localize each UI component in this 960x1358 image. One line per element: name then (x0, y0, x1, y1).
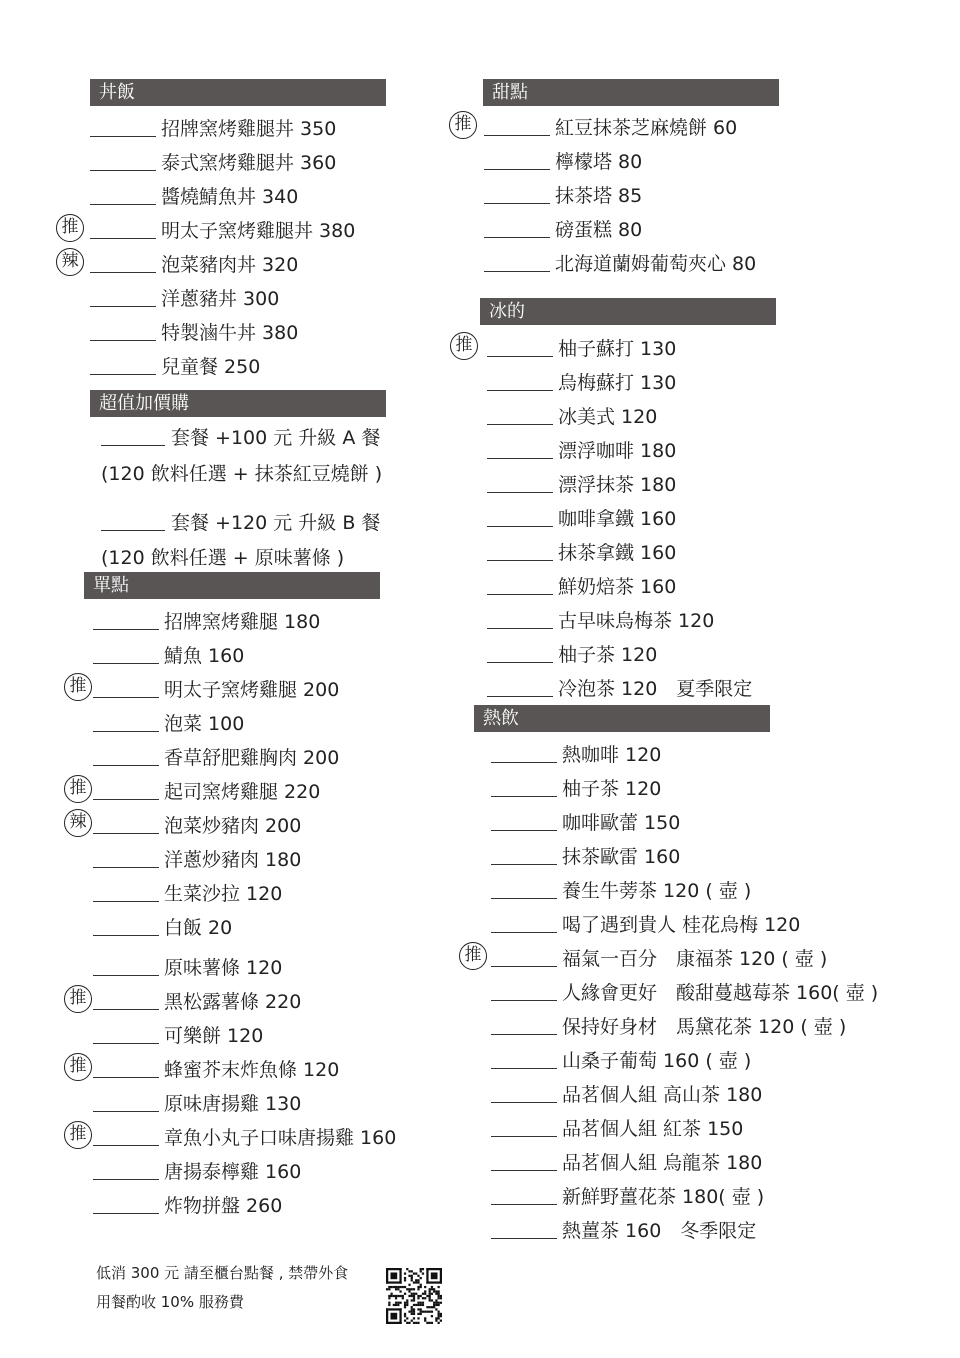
menu-item-label: 古早味烏梅茶 120 (558, 610, 715, 632)
quantity-blank[interactable] (491, 1068, 557, 1069)
quantity-blank[interactable] (90, 238, 156, 239)
menu-item[interactable] (93, 743, 473, 773)
menu-item[interactable] (69, 987, 473, 1017)
menu-item[interactable] (491, 808, 871, 838)
spicy-badge: 辣 (64, 809, 92, 837)
quantity-blank[interactable] (491, 864, 557, 865)
menu-item[interactable] (69, 675, 473, 705)
menu-item[interactable] (487, 538, 867, 568)
addon-option-label: 套餐 +100 元 升級 A 餐 (171, 427, 381, 449)
menu-item[interactable] (491, 740, 871, 770)
menu-item-label: 特製滷牛丼 380 (161, 322, 299, 344)
menu-item-label: 抹茶拿鐵 160 (558, 542, 677, 564)
menu-item-label: 紅豆抹茶芝麻燒餅 60 (555, 117, 738, 139)
quantity-blank[interactable] (101, 530, 165, 531)
recommended-badge: 推 (450, 332, 478, 360)
menu-item[interactable] (93, 641, 473, 671)
menu-item-label: 柚子蘇打 130 (558, 338, 677, 360)
menu-item-label: 檸檬塔 80 (555, 151, 643, 173)
menu-item-label: 白飯 20 (164, 917, 233, 939)
menu-item-label: 柚子茶 120 (562, 778, 662, 800)
menu-item-label: 山桑子葡萄 160 ( 壺 ) (562, 1050, 752, 1072)
menu-item-label: 冷泡茶 120 夏季限定 (558, 678, 753, 700)
menu-item[interactable] (454, 113, 864, 143)
menu-item[interactable] (93, 709, 473, 739)
menu-item-label: 喝了遇到貴人 桂花烏梅 120 (562, 914, 801, 936)
menu-item-label: 泰式窯烤雞腿丼 360 (161, 152, 337, 174)
quantity-blank[interactable] (491, 1102, 557, 1103)
menu-item[interactable] (69, 1055, 473, 1085)
menu-item-label: 泡菜豬肉丼 320 (161, 254, 299, 276)
menu-item-label: 柚子茶 120 (558, 644, 658, 666)
addon-option-desc: (120 飲料任選 + 原味薯條 ) (101, 547, 345, 569)
menu-item[interactable] (491, 910, 871, 940)
menu-item[interactable] (491, 1114, 871, 1144)
quantity-blank[interactable] (484, 237, 550, 238)
quantity-blank[interactable] (487, 458, 553, 459)
menu-item-label: 泡菜 100 (164, 713, 245, 735)
quantity-blank[interactable] (491, 762, 557, 763)
quantity-blank[interactable] (93, 1179, 159, 1180)
quantity-blank[interactable] (90, 374, 156, 375)
menu-item[interactable] (90, 318, 470, 348)
menu-item-label: 品茗個人組 烏龍茶 180 (562, 1152, 763, 1174)
qr-code[interactable] (386, 1268, 442, 1324)
quantity-blank[interactable] (484, 203, 550, 204)
menu-item-label: 新鮮野薑花茶 180( 壺 ) (562, 1186, 765, 1208)
quantity-blank[interactable] (93, 731, 159, 732)
menu-item[interactable] (90, 182, 470, 212)
section-header-cold: 冰的 (480, 298, 776, 325)
menu-item-label: 唐揚泰檸雞 160 (164, 1161, 302, 1183)
menu-item[interactable] (90, 148, 470, 178)
quantity-blank[interactable] (93, 1043, 159, 1044)
section-header-addon: 超值加價購 (90, 390, 386, 417)
quantity-blank[interactable] (93, 1077, 159, 1078)
menu-item[interactable] (491, 774, 871, 804)
quantity-blank[interactable] (491, 1204, 557, 1205)
menu-item[interactable] (90, 114, 470, 144)
quantity-blank[interactable] (491, 1034, 557, 1035)
quantity-blank[interactable] (90, 340, 156, 341)
menu-item-label: 熱薑茶 160 冬季限定 (562, 1220, 757, 1242)
menu-item-label: 泡菜炒豬肉 200 (164, 815, 302, 837)
recommended-badge: 推 (64, 673, 92, 701)
menu-item-label: 原味薯條 120 (164, 957, 283, 979)
quantity-blank[interactable] (93, 663, 159, 664)
menu-item[interactable] (491, 1182, 871, 1212)
menu-item-label: 熱咖啡 120 (562, 744, 662, 766)
menu-item-label: 咖啡拿鐵 160 (558, 508, 677, 530)
quantity-blank[interactable] (93, 833, 159, 834)
menu-item[interactable] (487, 640, 867, 670)
menu-item[interactable] (491, 1012, 871, 1042)
quantity-blank[interactable] (491, 898, 557, 899)
quantity-blank[interactable] (487, 424, 553, 425)
quantity-blank[interactable] (93, 765, 159, 766)
quantity-blank[interactable] (93, 1213, 159, 1214)
quantity-blank[interactable] (90, 306, 156, 307)
quantity-blank[interactable] (93, 697, 159, 698)
quantity-blank[interactable] (491, 932, 557, 933)
quantity-blank[interactable] (487, 390, 553, 391)
quantity-blank[interactable] (90, 204, 156, 205)
quantity-blank[interactable] (484, 169, 550, 170)
quantity-blank[interactable] (93, 1145, 159, 1146)
menu-item-label: 保持好身材 馬黛花茶 120 ( 壺 ) (562, 1016, 847, 1038)
quantity-blank[interactable] (90, 136, 156, 137)
menu-item-label: 醬燒鯖魚丼 340 (161, 186, 299, 208)
quantity-blank[interactable] (93, 1009, 159, 1010)
menu-item[interactable] (484, 249, 864, 279)
menu-item-label: 福氣一百分 康福茶 120 ( 壺 ) (562, 948, 828, 970)
menu-item[interactable] (487, 674, 867, 704)
menu-item-label: 章魚小丸子口味唐揚雞 160 (164, 1127, 397, 1149)
quantity-blank[interactable] (491, 796, 557, 797)
menu-item[interactable] (93, 879, 473, 909)
quantity-blank[interactable] (93, 1111, 159, 1112)
menu-item[interactable] (484, 147, 864, 177)
menu-item[interactable] (491, 842, 871, 872)
menu-item-label: 原味唐揚雞 130 (164, 1093, 302, 1115)
section-header-donburi: 丼飯 (90, 79, 386, 106)
menu-item[interactable] (491, 1148, 871, 1178)
footer-min-charge: 低消 300 元 請至櫃台點餐 , 禁帶外食 (96, 1264, 349, 1282)
menu-item-label: 蜂蜜芥末炸魚條 120 (164, 1059, 340, 1081)
menu-item[interactable] (487, 402, 867, 432)
menu-item-label: 鯖魚 160 (164, 645, 245, 667)
menu-item[interactable] (93, 607, 473, 637)
spicy-badge: 辣 (56, 248, 84, 276)
quantity-blank[interactable] (93, 935, 159, 936)
menu-item-label: 漂浮抹茶 180 (558, 474, 677, 496)
menu-item[interactable] (93, 1191, 473, 1221)
menu-item-label: 明太子窯烤雞腿丼 380 (161, 220, 356, 242)
menu-item[interactable] (93, 1021, 473, 1051)
menu-item-label: 可樂餅 120 (164, 1025, 264, 1047)
menu-item-label: 品茗個人組 紅茶 150 (562, 1118, 744, 1140)
quantity-blank[interactable] (487, 662, 553, 663)
menu-item[interactable] (487, 470, 867, 500)
menu-item-label: 招牌窯烤雞腿 180 (164, 611, 321, 633)
quantity-blank[interactable] (484, 135, 550, 136)
quantity-blank[interactable] (93, 901, 159, 902)
recommended-badge: 推 (64, 1121, 92, 1149)
quantity-blank[interactable] (491, 1136, 557, 1137)
quantity-blank[interactable] (487, 560, 553, 561)
menu-item[interactable] (69, 777, 473, 807)
menu-item[interactable] (484, 181, 864, 211)
menu-item-label: 黑松露薯條 220 (164, 991, 302, 1013)
menu-item[interactable] (69, 811, 473, 841)
menu-item[interactable] (484, 215, 864, 245)
menu-item[interactable] (491, 876, 871, 906)
menu-item-label: 招牌窯烤雞腿丼 350 (161, 118, 337, 140)
recommended-badge: 推 (56, 214, 84, 242)
section-header-hot: 熱飲 (474, 705, 770, 732)
quantity-blank[interactable] (90, 170, 156, 171)
addon-option-b[interactable] (101, 508, 401, 538)
quantity-blank[interactable] (487, 696, 553, 697)
quantity-blank[interactable] (491, 966, 557, 967)
menu-item[interactable] (491, 978, 879, 1008)
menu-item[interactable] (491, 1046, 871, 1076)
quantity-blank[interactable] (487, 492, 553, 493)
quantity-blank[interactable] (487, 526, 553, 527)
quantity-blank[interactable] (491, 1170, 557, 1171)
menu-item[interactable] (61, 216, 470, 246)
menu-item-label: 明太子窯烤雞腿 200 (164, 679, 340, 701)
menu-item-label: 磅蛋糕 80 (555, 219, 643, 241)
menu-item-label: 漂浮咖啡 180 (558, 440, 677, 462)
menu-item[interactable] (90, 284, 470, 314)
menu-item-label: 烏梅蘇打 130 (558, 372, 677, 394)
quantity-blank[interactable] (487, 594, 553, 595)
menu-item-label: 抹茶歐雷 160 (562, 846, 681, 868)
menu-item-label: 生菜沙拉 120 (164, 883, 283, 905)
quantity-blank[interactable] (491, 1000, 557, 1001)
menu-item[interactable] (487, 436, 867, 466)
quantity-blank[interactable] (101, 445, 165, 446)
quantity-blank[interactable] (93, 867, 159, 868)
menu-item-label: 起司窯烤雞腿 220 (164, 781, 321, 803)
menu-item-label: 咖啡歐蕾 150 (562, 812, 681, 834)
quantity-blank[interactable] (90, 272, 156, 273)
section-header-single: 單點 (84, 572, 380, 599)
menu-item[interactable] (487, 504, 867, 534)
section-header-dessert: 甜點 (483, 79, 779, 106)
menu-item[interactable] (455, 334, 867, 364)
menu-item-label: 冰美式 120 (558, 406, 658, 428)
recommended-badge: 推 (449, 111, 477, 139)
recommended-badge: 推 (64, 775, 92, 803)
menu-item-label: 鮮奶焙茶 160 (558, 576, 677, 598)
menu-item[interactable] (487, 572, 867, 602)
menu-item-label: 抹茶塔 85 (555, 185, 643, 207)
menu-item[interactable] (69, 1123, 473, 1153)
menu-item-label: 洋蔥豬丼 300 (161, 288, 280, 310)
addon-option-desc: (120 飲料任選 + 抹茶紅豆燒餅 ) (101, 463, 383, 485)
menu-item-label: 養生牛蒡茶 120 ( 壺 ) (562, 880, 752, 902)
menu-item-label: 兒童餐 250 (161, 356, 261, 378)
quantity-blank[interactable] (93, 629, 159, 630)
addon-option-a[interactable] (101, 423, 401, 453)
menu-item[interactable] (491, 1216, 871, 1246)
menu-item-label: 炸物拼盤 260 (164, 1195, 283, 1217)
menu-item[interactable] (93, 1157, 473, 1187)
menu-item-label: 人緣會更好 酸甜蔓越莓茶 160( 壺 ) (562, 982, 879, 1004)
recommended-badge: 推 (64, 1053, 92, 1081)
menu-item[interactable] (93, 913, 473, 943)
menu-item[interactable] (487, 606, 867, 636)
menu-item[interactable] (61, 250, 470, 280)
quantity-blank[interactable] (487, 356, 553, 357)
quantity-blank[interactable] (484, 271, 550, 272)
quantity-blank[interactable] (487, 628, 553, 629)
menu-item[interactable] (90, 352, 470, 382)
menu-item[interactable] (93, 1089, 473, 1119)
menu-item-label: 北海道蘭姆葡萄夾心 80 (555, 253, 757, 275)
quantity-blank[interactable] (491, 830, 557, 831)
quantity-blank[interactable] (93, 799, 159, 800)
menu-item-label: 香草舒肥雞胸肉 200 (164, 747, 340, 769)
menu-item[interactable] (491, 1080, 871, 1110)
menu-item[interactable] (93, 845, 473, 875)
menu-item-label: 品茗個人組 高山茶 180 (562, 1084, 763, 1106)
addon-option-label: 套餐 +120 元 升級 B 餐 (171, 512, 381, 534)
recommended-badge: 推 (459, 942, 487, 970)
recommended-badge: 推 (64, 985, 92, 1013)
menu-item[interactable] (93, 953, 473, 983)
menu-item[interactable] (487, 368, 867, 398)
quantity-blank[interactable] (491, 1238, 557, 1239)
menu-item[interactable] (464, 944, 871, 974)
quantity-blank[interactable] (93, 975, 159, 976)
footer-service-fee: 用餐酌收 10% 服務費 (96, 1293, 244, 1311)
menu-item-label: 洋蔥炒豬肉 180 (164, 849, 302, 871)
